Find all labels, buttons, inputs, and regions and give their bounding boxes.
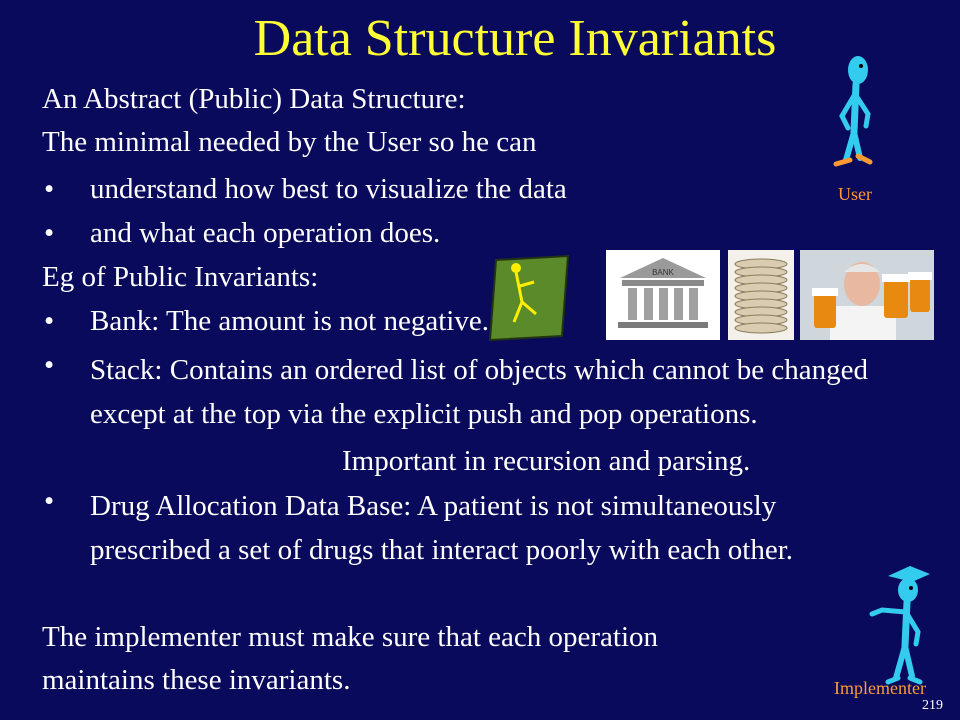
user-figure-icon xyxy=(820,52,890,182)
minimal-bullet-2: and what each operation does. xyxy=(90,217,441,249)
user-label: User xyxy=(838,184,872,204)
bullet-glyph: • xyxy=(44,349,55,381)
bank-icon xyxy=(606,250,720,340)
minimal-line: The minimal needed by the User so he can xyxy=(42,126,537,158)
slide-title: Data Structure Invariants xyxy=(253,10,777,67)
doctor-pills-icon xyxy=(800,250,934,340)
stack-invariant: Stack: Contains an ordered list of objects which cannot be changed except at the top via the explicit push and pop operations. xyxy=(90,354,868,430)
minimal-bullet-1: understand how best to visualize the data xyxy=(90,173,567,205)
bullet-glyph: • xyxy=(44,217,55,249)
closing-line-1: The implementer must make sure that each operation xyxy=(42,621,659,653)
bullet-glyph: • xyxy=(44,485,55,517)
plate-stack-icon xyxy=(728,250,794,340)
drug-invariant: Drug Allocation Data Base: A patient is not simultaneously prescribed a set of drugs that interact poorly with each other. xyxy=(90,490,794,566)
closing-line-2: maintains these invariants. xyxy=(42,664,351,696)
abstract-heading: An Abstract (Public) Data Structure: xyxy=(42,83,466,115)
bullet-glyph: • xyxy=(44,173,55,205)
green-card-figure-icon xyxy=(486,252,576,342)
stack-note: Important in recursion and parsing. xyxy=(342,445,751,477)
implementer-figure-icon xyxy=(860,560,950,688)
bullet-glyph: • xyxy=(44,305,55,337)
bank-sign: BANK xyxy=(652,268,674,277)
eg-heading: Eg of Public Invariants: xyxy=(42,261,319,293)
implementer-label: Implementer xyxy=(834,678,926,698)
bank-invariant: Bank: The amount is not negative. xyxy=(90,305,489,337)
page-number: 219 xyxy=(922,698,943,713)
